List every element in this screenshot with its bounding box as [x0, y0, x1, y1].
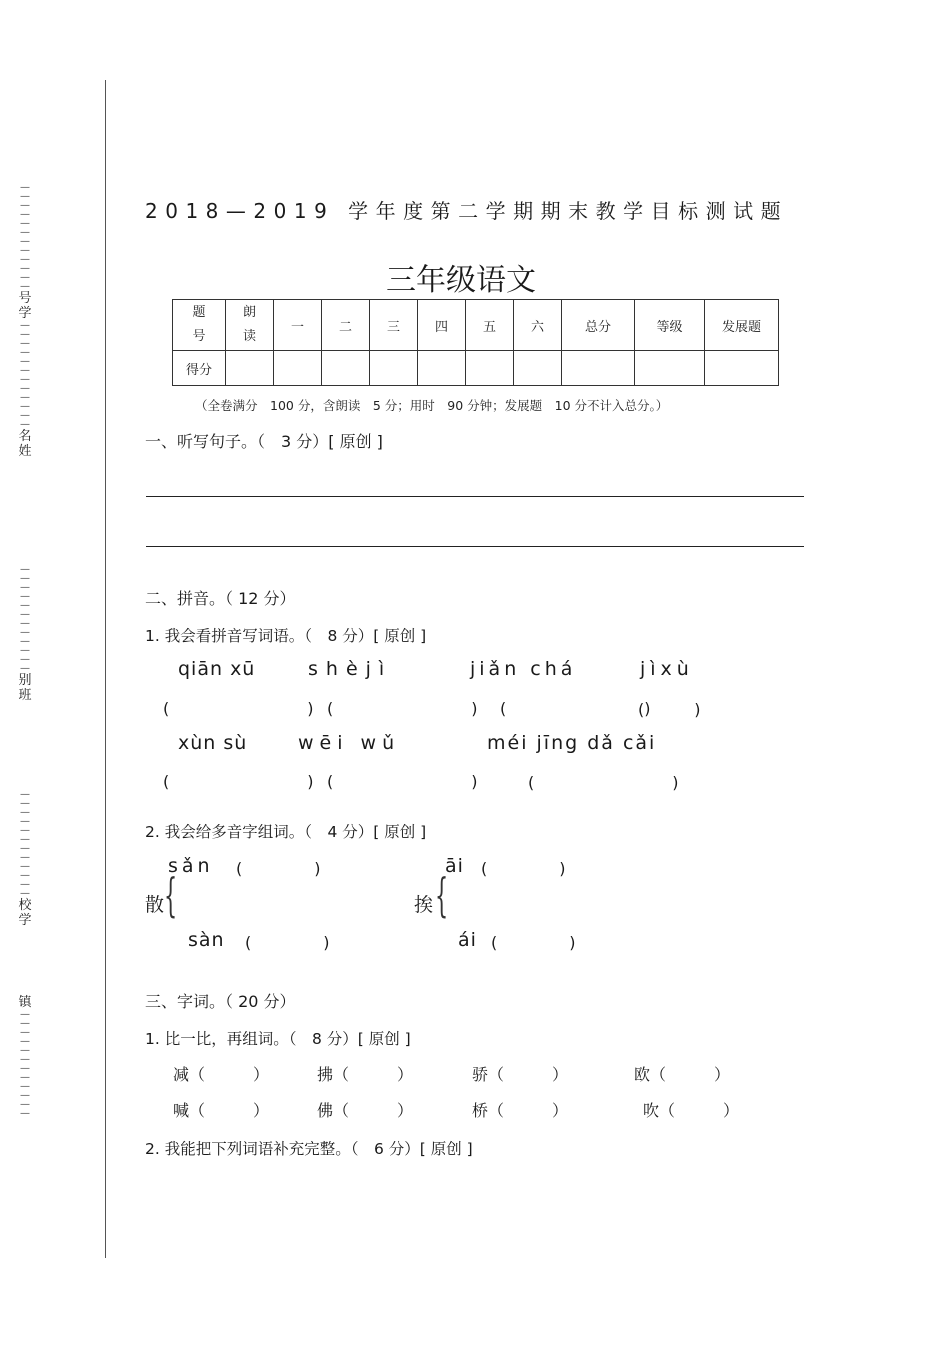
- header-cell-grade: 等级: [635, 300, 705, 351]
- pinyin-item: jiǎn chá: [470, 658, 577, 680]
- exam-note: （全卷满分 100 分，含朗读 5 分；用时 90 分钟；发展题 10 分不计入总分。）: [195, 398, 669, 413]
- score-input-cell[interactable]: [705, 351, 779, 386]
- answer-blank[interactable]: ( ): [500, 699, 657, 718]
- header-cell-4: 四: [418, 300, 466, 351]
- answer-blank[interactable]: ( ): [491, 933, 582, 952]
- word-compare-item[interactable]: 减（ ）: [173, 1065, 270, 1084]
- answer-blank[interactable]: ( ): [327, 699, 484, 718]
- word-compare-item[interactable]: 桥（ ）: [472, 1101, 569, 1120]
- score-input-cell[interactable]: [370, 351, 418, 386]
- answer-blank[interactable]: ( ): [236, 859, 327, 878]
- answer-blank[interactable]: ( ): [528, 773, 685, 792]
- section3-q2-title: 2. 我能把下列词语补充完整。（ 6 分）[ 原创 ]: [145, 1140, 473, 1158]
- polyphone-char: 散: [145, 894, 165, 916]
- polyphone-reading: sǎn: [168, 855, 214, 877]
- score-input-cell[interactable]: [274, 351, 322, 386]
- score-input-cell[interactable]: [514, 351, 562, 386]
- word-compare-item[interactable]: 欧（ ）: [634, 1065, 731, 1084]
- header-cell-total: 总分: [562, 300, 635, 351]
- polyphone-reading: ái: [458, 929, 477, 951]
- word-compare-item[interactable]: 吹（ ）: [643, 1101, 740, 1120]
- school-label: — — — — — — — — — — — — 校 学: [18, 789, 32, 928]
- brace-icon: {: [435, 868, 449, 922]
- word-compare-item[interactable]: 喊（ ）: [173, 1101, 270, 1120]
- pinyin-item: jìxù: [640, 658, 694, 680]
- word-compare-item[interactable]: 骄（ ）: [472, 1065, 569, 1084]
- polyphone-reading: sàn: [188, 929, 225, 951]
- pinyin-item: shèjì: [308, 658, 393, 680]
- answer-blank[interactable]: ( ): [163, 772, 320, 791]
- header-cell-3: 三: [370, 300, 418, 351]
- section2-title: 二、拼音。（ 12 分）: [145, 589, 296, 608]
- header-cell-2: 二: [322, 300, 370, 351]
- word-compare-item[interactable]: 佛（ ）: [317, 1101, 414, 1120]
- score-input-cell[interactable]: [635, 351, 705, 386]
- pinyin-item: méi jīng dǎ cǎi: [487, 732, 657, 754]
- section2-q2-title: 2. 我会给多音字组词。（ 4 分）[ 原创 ]: [145, 823, 427, 841]
- header-cell-5: 五: [466, 300, 514, 351]
- answer-blank[interactable]: ( ): [163, 699, 320, 718]
- header-cell-extension: 发展题: [705, 300, 779, 351]
- dictation-line-1[interactable]: [146, 496, 804, 497]
- score-input-cell[interactable]: [226, 351, 274, 386]
- pinyin-item: wēi wǔ: [298, 732, 401, 754]
- exam-subtitle: 三年级语文: [386, 263, 536, 298]
- header-cell-reading: 朗读: [226, 300, 274, 351]
- binding-line: [105, 80, 106, 1258]
- answer-blank[interactable]: ( ): [327, 772, 484, 791]
- section1-title: 一、听写句子。（ 3 分）[ 原创 ]: [145, 432, 383, 451]
- pinyin-item: qiān xū: [178, 658, 256, 680]
- score-input-cell[interactable]: [562, 351, 635, 386]
- class-label: — — — — — — — — — — — — 别 班: [18, 564, 32, 703]
- answer-blank[interactable]: ( ): [245, 933, 336, 952]
- header-cell-number: 题号: [173, 300, 226, 351]
- score-table: [172, 299, 779, 386]
- section2-q1-title: 1. 我会看拼音写词语。（ 8 分）[ 原创 ]: [145, 627, 427, 645]
- exam-title: 2018—2019 学年度第二学期期末教学目标测试题: [145, 199, 789, 223]
- student-number-label: — — — — — — — — — — — — 号 学 — — — — — — — — — — — — 名 姓: [18, 182, 32, 459]
- score-input-cell[interactable]: [466, 351, 514, 386]
- brace-icon: {: [164, 868, 178, 922]
- pinyin-item: xùn sù: [178, 732, 248, 754]
- section3-q1-title: 1. 比一比，再组词。（ 8 分）[ 原创 ]: [145, 1030, 411, 1048]
- dictation-line-2[interactable]: [146, 546, 804, 547]
- word-compare-item[interactable]: 拂（ ）: [317, 1065, 414, 1084]
- answer-blank[interactable]: ( ): [481, 859, 572, 878]
- answer-blank[interactable]: ( ): [638, 700, 707, 719]
- score-input-cell[interactable]: [418, 351, 466, 386]
- polyphone-reading: āi: [445, 855, 464, 877]
- header-cell-1: 一: [274, 300, 322, 351]
- section3-title: 三、字词。（ 20 分）: [145, 992, 296, 1011]
- header-cell-6: 六: [514, 300, 562, 351]
- score-input-cell[interactable]: [322, 351, 370, 386]
- row-label-score: 得分: [173, 351, 226, 386]
- polyphone-char: 挨: [414, 894, 434, 916]
- town-label: 镇 — — — — — — — — — — — —: [18, 995, 32, 1119]
